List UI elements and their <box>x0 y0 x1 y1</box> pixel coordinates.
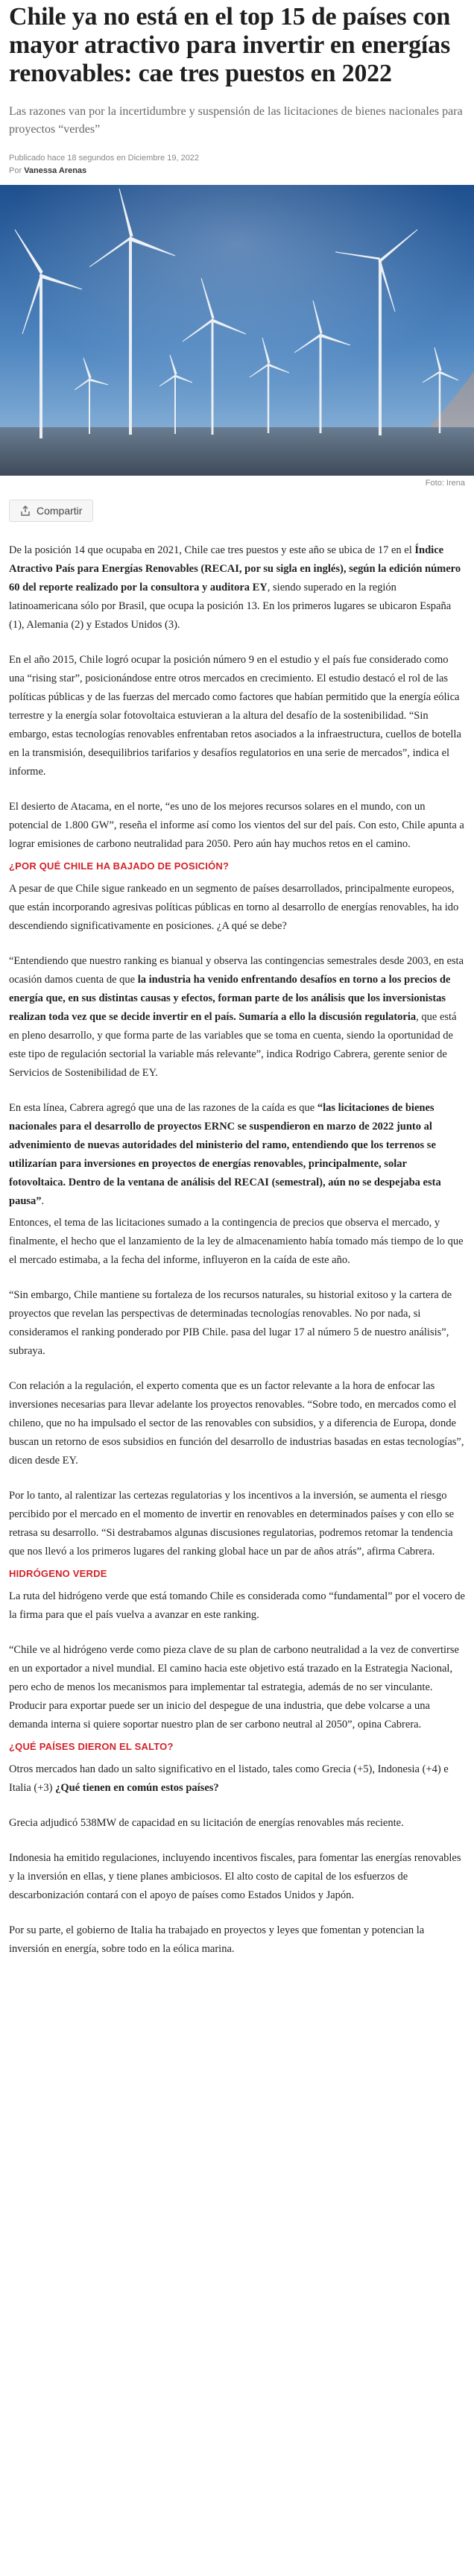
article-body <box>0 522 474 1959</box>
paragraph: La ruta del hidrógeno verde que está tomando Chile es considerada como “fundamental” por el vocero de la firma para que el país vuelva a avanzar en este ranking. <box>9 1590 465 1621</box>
by-label: Por <box>9 166 22 175</box>
share-label: Compartir <box>37 505 83 517</box>
paragraph: En esta línea, Cabrera agregó que una de las razones de la caída es que “las licitaciones de bienes nacionales para el desarrollo de proyectos ERNC se suspendieron en marzo de 2022 junto al advenimiento de nuevas autoridades del ministerio del ramo, entendiendo que los terrenos se utilizarían para inversiones en proyectos de energías renovables, principalmente, solar fotovoltaica. Dentro de la ventana de análisis del RECAI (semestral), aún no se despejaba esta pausa”. <box>9 1102 441 1207</box>
paragraph: De la posición 14 que ocupaba en 2021, Chile cae tres puestos y este año se ubica de 17 en el Índice Atractivo País para Energías Renovables (RECAI, por su sigla en inglés), según la edición número 60 del reporte realizado por la consultora y auditora EY, siendo superado en la región latinoamericana sólo por Brasil, que ocupa la posición 13. En los primeros lugares se ubicaron España (1), Alemania (2) y Estados Unidos (3). <box>9 544 461 631</box>
meta-separator: en <box>116 154 126 163</box>
published-date: Diciembre 19, 2022 <box>127 154 200 163</box>
byline <box>9 152 465 177</box>
published-relative: Publicado hace 18 segundos <box>9 154 115 163</box>
paragraph: El desierto de Atacama, en el norte, “es uno de los mejores recursos solares en el mundo, con un potencial de 1.800 GW”, reseña el informe así como los vientos del sur del país. Con esto, Chile apunta a lograr emisiones de carbono neutralidad para 2050. Pero aún hay muchos retos en el camino. <box>9 801 464 850</box>
paragraph: Entonces, el tema de las licitaciones sumado a la contingencia de precios que observa el mercado, y finalmente, el hecho que el lanzamiento de la ley de almacenamiento había tomado más tiempo de lo que el mercado estimaba, a la fecha del informe, influyeron en la caída de este año. <box>9 1217 464 1266</box>
paragraph: Por lo tanto, al ralentizar las certezas regulatorias y los incentivos a la inversión, se aumenta el riesgo percibido por el mercado en el momento de invertir en renovables en determinados países y con ello se retrasa su desarrollo. “Si destrabamos algunas discusiones regulatorias, podremos retomar la tendencia que nos llevó a los primeros lugares del ranking global hace un par de años atrás”, afirma Cabrera. <box>9 1490 455 1558</box>
share-button[interactable] <box>9 500 93 522</box>
paragraph: En el año 2015, Chile logró ocupar la posición número 9 en el estudio y el país fue considerado como una “rising star”, posicionándose entre otros mercados en crecimiento. El estudio destacó el rol de las políticas públicas y de las fuerzas del mercado como factores que habían permitido que la energía eólica terrestre y la energía solar fotovoltaica estuvieran a la altura del desafío de la sostenibilidad. “Sin embargo, estas tecnologías renovables enfrentaban retos asociados a la infraestructura, cuellos de botella en la transmisión, desequilibrios tarifarios y desafíos regulatorios en una serie de mercados”, indica el informe. <box>9 654 461 778</box>
dek: Las razones van por la incertidumbre y suspensión de las licitaciones de bienes nacionales para proyectos “verdes” <box>9 105 463 136</box>
author-link[interactable]: Vanessa Arenas <box>24 166 87 175</box>
paragraph: “Chile ve al hidrógeno verde como pieza clave de su plan de carbono neutralidad a la vez de convertirse en un exportador a nivel mundial. El camino hacia este objetivo está trazado en la Estrategia Nacional, pero echo de menos los mecanismos para implementar tal estrategia, además de no ser vinculante. Producir para exportar puede ser un inicio del despegue de una industria, que debe volcarse a una demanda interna si quiere soportar nuestro plan de ser carbono neutral al 2050”, opina Cabrera. <box>9 1644 459 1731</box>
author-line <box>9 165 465 177</box>
paragraph: “Entendiendo que nuestro ranking es bianual y observa las contingencias semestrales desde 2003, en esta ocasión damos cuenta de que la industria ha venido enfrentando desafíos en torno a los precios de energía que, en sus distintas causas y efectos, forman parte de los análisis que los inversionistas realizan toda vez que se decide invertir en el país. Sumaría a ello la discusión regulatoria, que está en pleno desarrollo, y que forma parte de las variables que se toma en cuenta, siendo la oportunidad de este tipo de regulación sectorial la variable más relevante”, indica Rodrigo Cabrera, gerente senior de Servicios de Sostenibilidad de EY. <box>9 955 464 1079</box>
paragraph: A pesar de que Chile sigue rankeado en un segmento de países desarrollados, principalmente europeos, que están incorporando agresivas políticas públicas en torno al desarrollo de energías renovables, ha ido descendiendo significativamente en posiciones. ¿A qué se debe? <box>9 883 459 932</box>
section-heading-hydrogen: HIDRÓGENO VERDE <box>9 1568 107 1579</box>
paragraph: Por su parte, el gobierno de Italia ha trabajado en proyectos y leyes que fomentan y potencian la inversión en energía, sobre todo en la eólica marina. <box>9 1924 425 1955</box>
hero-image-wind-turbines <box>0 185 474 476</box>
paragraph: Con relación a la regulación, el experto comenta que es un factor relevante a la hora de enfocar las inversiones necesarias para llevar adelante los proyectos renovables. “Sobre todo, en mercados como el chileno, que no ha impulsado el sector de las renovables con subsidios, y a diferencia de Europa, donde buscan un retorno de esos subsidios en función del desarrollo de industrias basadas en estas tecnologías”, dicen desde EY. <box>9 1380 464 1467</box>
paragraph: Otros mercados han dado un salto significativo en el listado, tales como Grecia (+5), Indonesia (+4) e Italia (+3) ¿Qué tienen en común estos países? <box>9 1763 449 1794</box>
image-credit: Foto: Irena <box>425 479 465 488</box>
share-icon <box>20 506 31 516</box>
publish-line <box>9 152 465 165</box>
section-heading-countries: ¿QUÉ PAÍSES DIERON EL SALTO? <box>9 1741 174 1752</box>
section-heading-why: ¿POR QUÉ CHILE HA BAJADO DE POSICIÓN? <box>9 860 230 872</box>
paragraph: “Sin embargo, Chile mantiene su fortaleza de los recursos naturales, su historial exitoso y la cartera de proyectos que revelan las perspectivas de determinadas tecnologías renovables. No por nada, si consideramos el ranking ponderado por PIB Chile. pasa del lugar 17 al número 5 de nuestro análisis”, subraya. <box>9 1289 452 1357</box>
headline: Chile ya no está en el top 15 de países con mayor atractivo para invertir en energías renovables: cae tres puestos en 2022 <box>9 3 451 87</box>
paragraph: Grecia adjudicó 538MW de capacidad en su licitación de energías renovables más reciente. <box>9 1817 404 1829</box>
paragraph: Indonesia ha emitido regulaciones, incluyendo incentivos fiscales, para fomentar las energías renovables y la inversión en ellas, y tiene planes ambiciosos. El alto costo de capital de los esfuerzos de descarbonización contará con el apoyo de países como Estados Unidos y Japón. <box>9 1852 461 1901</box>
